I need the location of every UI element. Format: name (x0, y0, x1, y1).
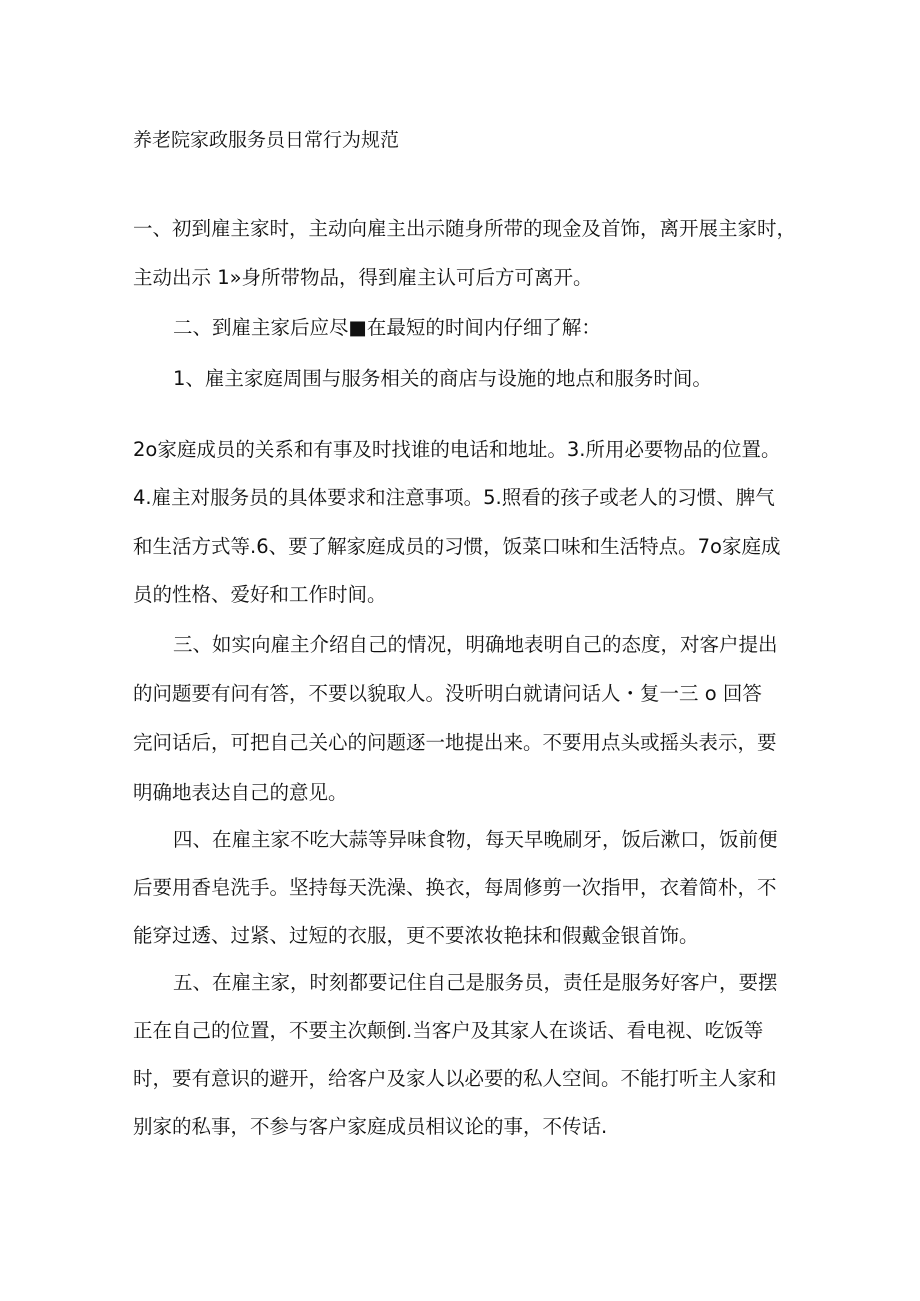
paragraph-line: 2o家庭成员的关系和有事及时找谁的电话和地址。3.所用必要物品的位置。 (133, 438, 781, 461)
paragraph-line: 三、如实向雇主介绍自己的情况，明确地表明自己的态度，对客户提出 (173, 633, 778, 656)
paragraph-line: 员的性格、爱好和工作时间。 (133, 583, 387, 606)
paragraph-line: 明确地表达自己的意见。 (133, 781, 348, 804)
paragraph-line: 二、到雇主家后应尽■在最短的时间内仔细了解： (173, 316, 601, 339)
paragraph-line: 后要用香皂洗手。坚持每天洗澡、换衣，每周修剪一次指甲，衣着简朴，不 (133, 876, 777, 899)
paragraph-line: 主动出示 1»身所带物品，得到雇主认可后方可离开。 (133, 266, 593, 289)
paragraph-line: 时，要有意识的避开，给客户及家人以必要的私人空间。不能打听主人家和 (133, 1067, 777, 1090)
paragraph-line: 和生活方式等.6、要了解家庭成员的习惯，饭菜口味和生活特点。7o家庭成 (133, 535, 781, 558)
document-title: 养老院家政服务员日常行为规范 (133, 129, 400, 151)
paragraph-line: 4.雇主对服务员的具体要求和注意事项。5.照看的孩子或老人的习惯、脾气 (133, 486, 775, 509)
paragraph-line: 能穿过透、过紧、过短的衣服，更不要浓妆艳抹和假戴金银首饰。 (133, 924, 699, 947)
paragraph-line: 五、在雇主家，时刻都要记住自己是服务员，责任是服务好客户，要摆 (173, 971, 778, 994)
paragraph-line: 完问话后，可把自己关心的问题逐一地提出来。不要用点头或摇头表示，要 (133, 731, 777, 754)
paragraph-line: 正在自己的位置，不要主次颠倒.当客户及其家人在谈话、看电视、吃饭等 (133, 1019, 764, 1042)
paragraph-line: 的问题要有问有答，不要以貌取人。没听明白就请问话人・复一三 o 回答 (133, 682, 762, 705)
paragraph-line: 1、雇主家庭周围与服务相关的商店与设施的地点和服务时间。 (173, 367, 712, 390)
paragraph-line: 别家的私事，不参与客户家庭成员相议论的事，不传话. (133, 1115, 608, 1138)
paragraph-line: 一、初到雇主家时，主动向雇主出示随身所带的现金及首饰，离开展主家时， (133, 217, 797, 240)
paragraph-line: 四、在雇主家不吃大蒜等异味食物，每天早晚刷牙，饭后漱口，饭前便 (173, 828, 778, 851)
